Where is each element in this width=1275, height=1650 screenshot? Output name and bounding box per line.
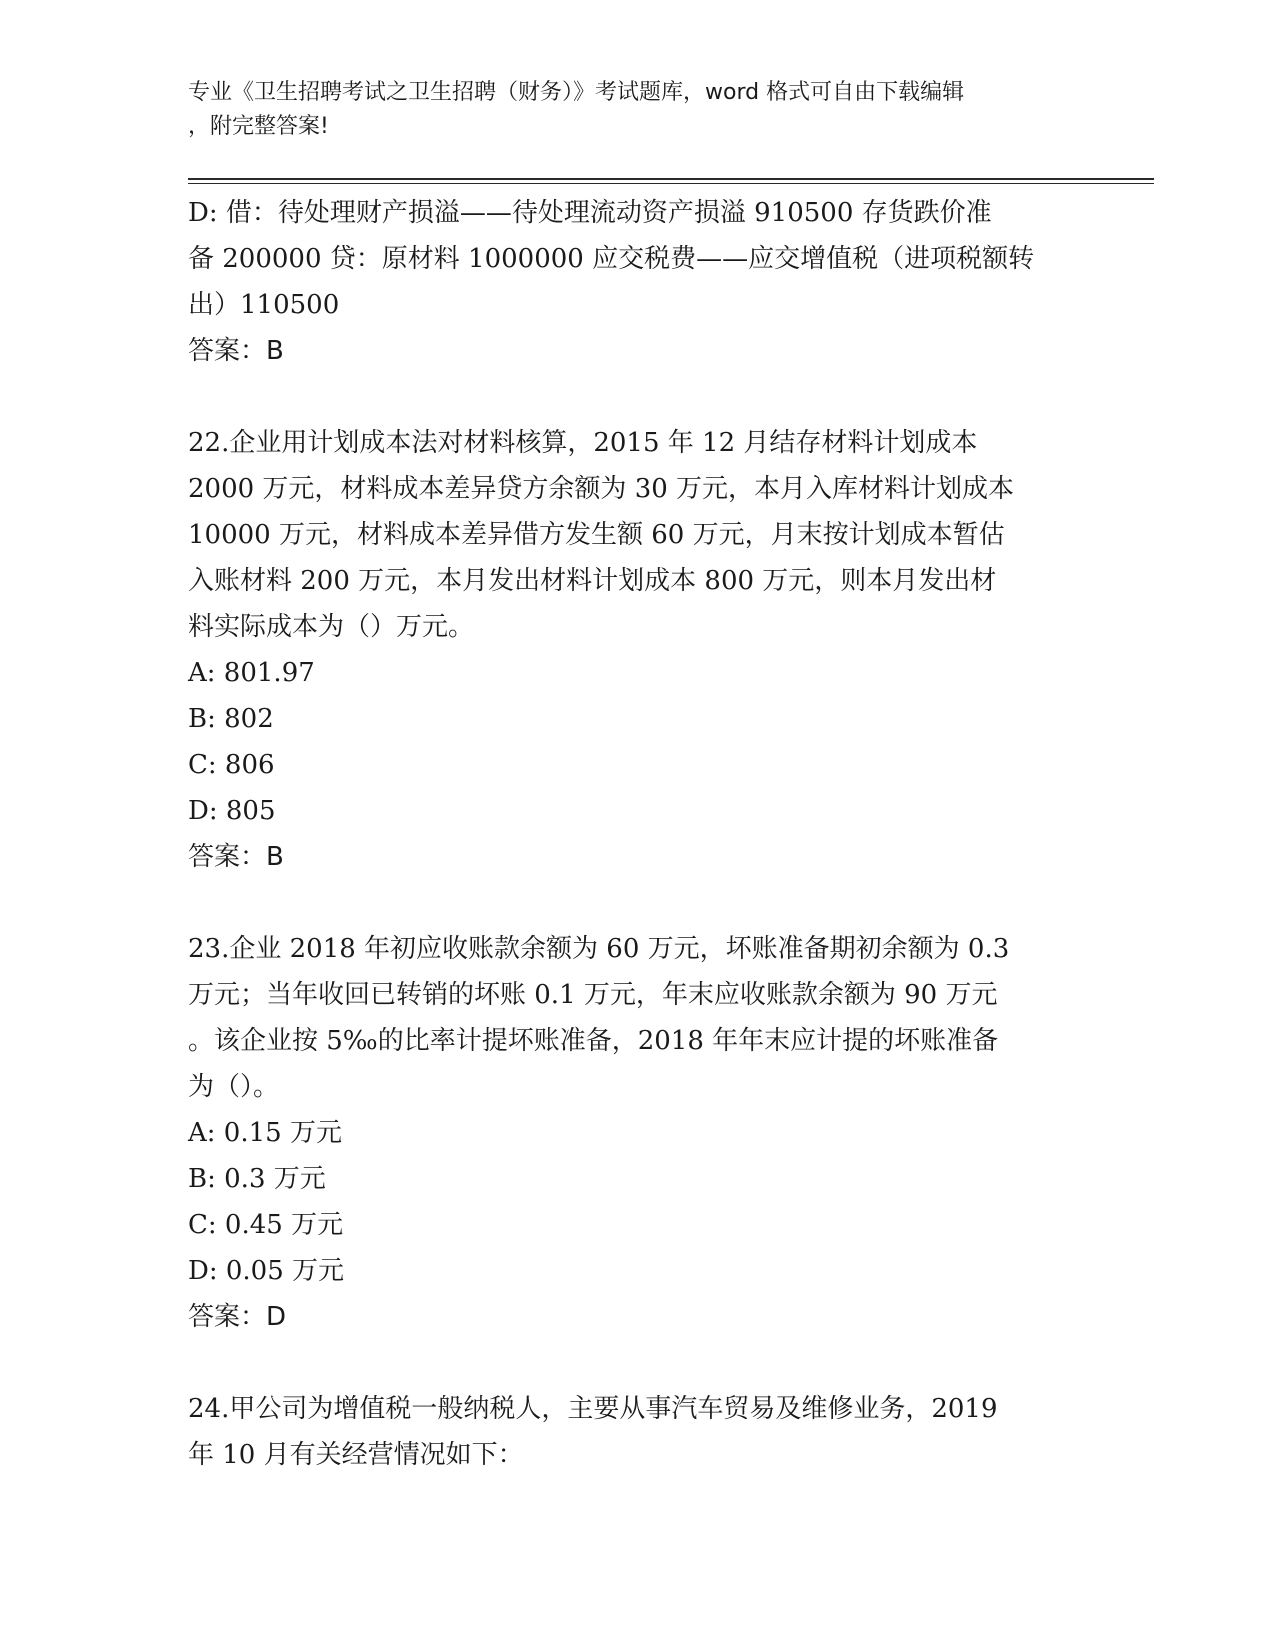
question-stem-line: 入账材料 200 万元，本月发出材料计划成本 800 万元，则本月发出材 <box>188 566 997 596</box>
option-d-line: 出）110500 <box>188 290 340 320</box>
prev-question-block <box>188 190 1078 374</box>
question-23 <box>188 926 1078 1340</box>
question-stem-line: 为（）。 <box>188 1072 280 1102</box>
question-stem-line: 23.企业 2018 年初应收账款余额为 60 万元，坏账准备期初余额为 0.3 <box>188 934 1010 964</box>
header-line-1: 专业《卫生招聘考试之卫生招聘（财务）》考试题库，word 格式可自由下载编辑 <box>188 80 965 105</box>
answer-label: 答案：B <box>188 336 284 366</box>
header-rule-thin <box>188 183 1154 184</box>
question-stem-line: 22.企业用计划成本法对材料核算，2015 年 12 月结存材料计划成本 <box>188 428 978 458</box>
document-header <box>188 76 1068 144</box>
spacer <box>188 374 1078 420</box>
question-stem-line: 年 10 月有关经营情况如下： <box>188 1440 524 1470</box>
document-body <box>188 190 1078 1478</box>
option-b: B: 0.3 万元 <box>188 1164 326 1194</box>
option-a: A: 801.97 <box>188 658 315 688</box>
question-stem-line: 。该企业按 5‰的比率计提坏账准备，2018 年年末应计提的坏账准备 <box>188 1026 999 1056</box>
header-rule-thick <box>188 178 1154 180</box>
option-d-line: 备 200000 贷：原材料 1000000 应交税费——应交增值税（进项税额转 <box>188 244 1035 274</box>
option-d: D: 0.05 万元 <box>188 1256 345 1286</box>
option-c: C: 806 <box>188 750 275 780</box>
question-stem-line: 料实际成本为（）万元。 <box>188 612 475 642</box>
answer-label: 答案：B <box>188 842 284 872</box>
question-stem-line: 24.甲公司为增值税一般纳税人，主要从事汽车贸易及维修业务，2019 <box>188 1394 998 1424</box>
question-stem-line: 2000 万元，材料成本差异贷方余额为 30 万元，本月入库材料计划成本 <box>188 474 1015 504</box>
spacer <box>188 1340 1078 1386</box>
answer-label: 答案：D <box>188 1302 287 1332</box>
option-a: A: 0.15 万元 <box>188 1118 342 1148</box>
spacer <box>188 880 1078 926</box>
header-line-2: ，附完整答案! <box>188 114 329 139</box>
option-b: B: 802 <box>188 704 274 734</box>
option-d: D: 805 <box>188 796 276 826</box>
question-22 <box>188 420 1078 880</box>
option-d-line: D: 借：待处理财产损溢——待处理流动资产损溢 910500 存货跌价准 <box>188 198 992 228</box>
question-stem-line: 10000 万元，材料成本差异借方发生额 60 万元，月末按计划成本暂估 <box>188 520 1005 550</box>
question-24 <box>188 1386 1078 1478</box>
option-c: C: 0.45 万元 <box>188 1210 344 1240</box>
question-stem-line: 万元；当年收回已转销的坏账 0.1 万元，年末应收账款余额为 90 万元 <box>188 980 998 1010</box>
